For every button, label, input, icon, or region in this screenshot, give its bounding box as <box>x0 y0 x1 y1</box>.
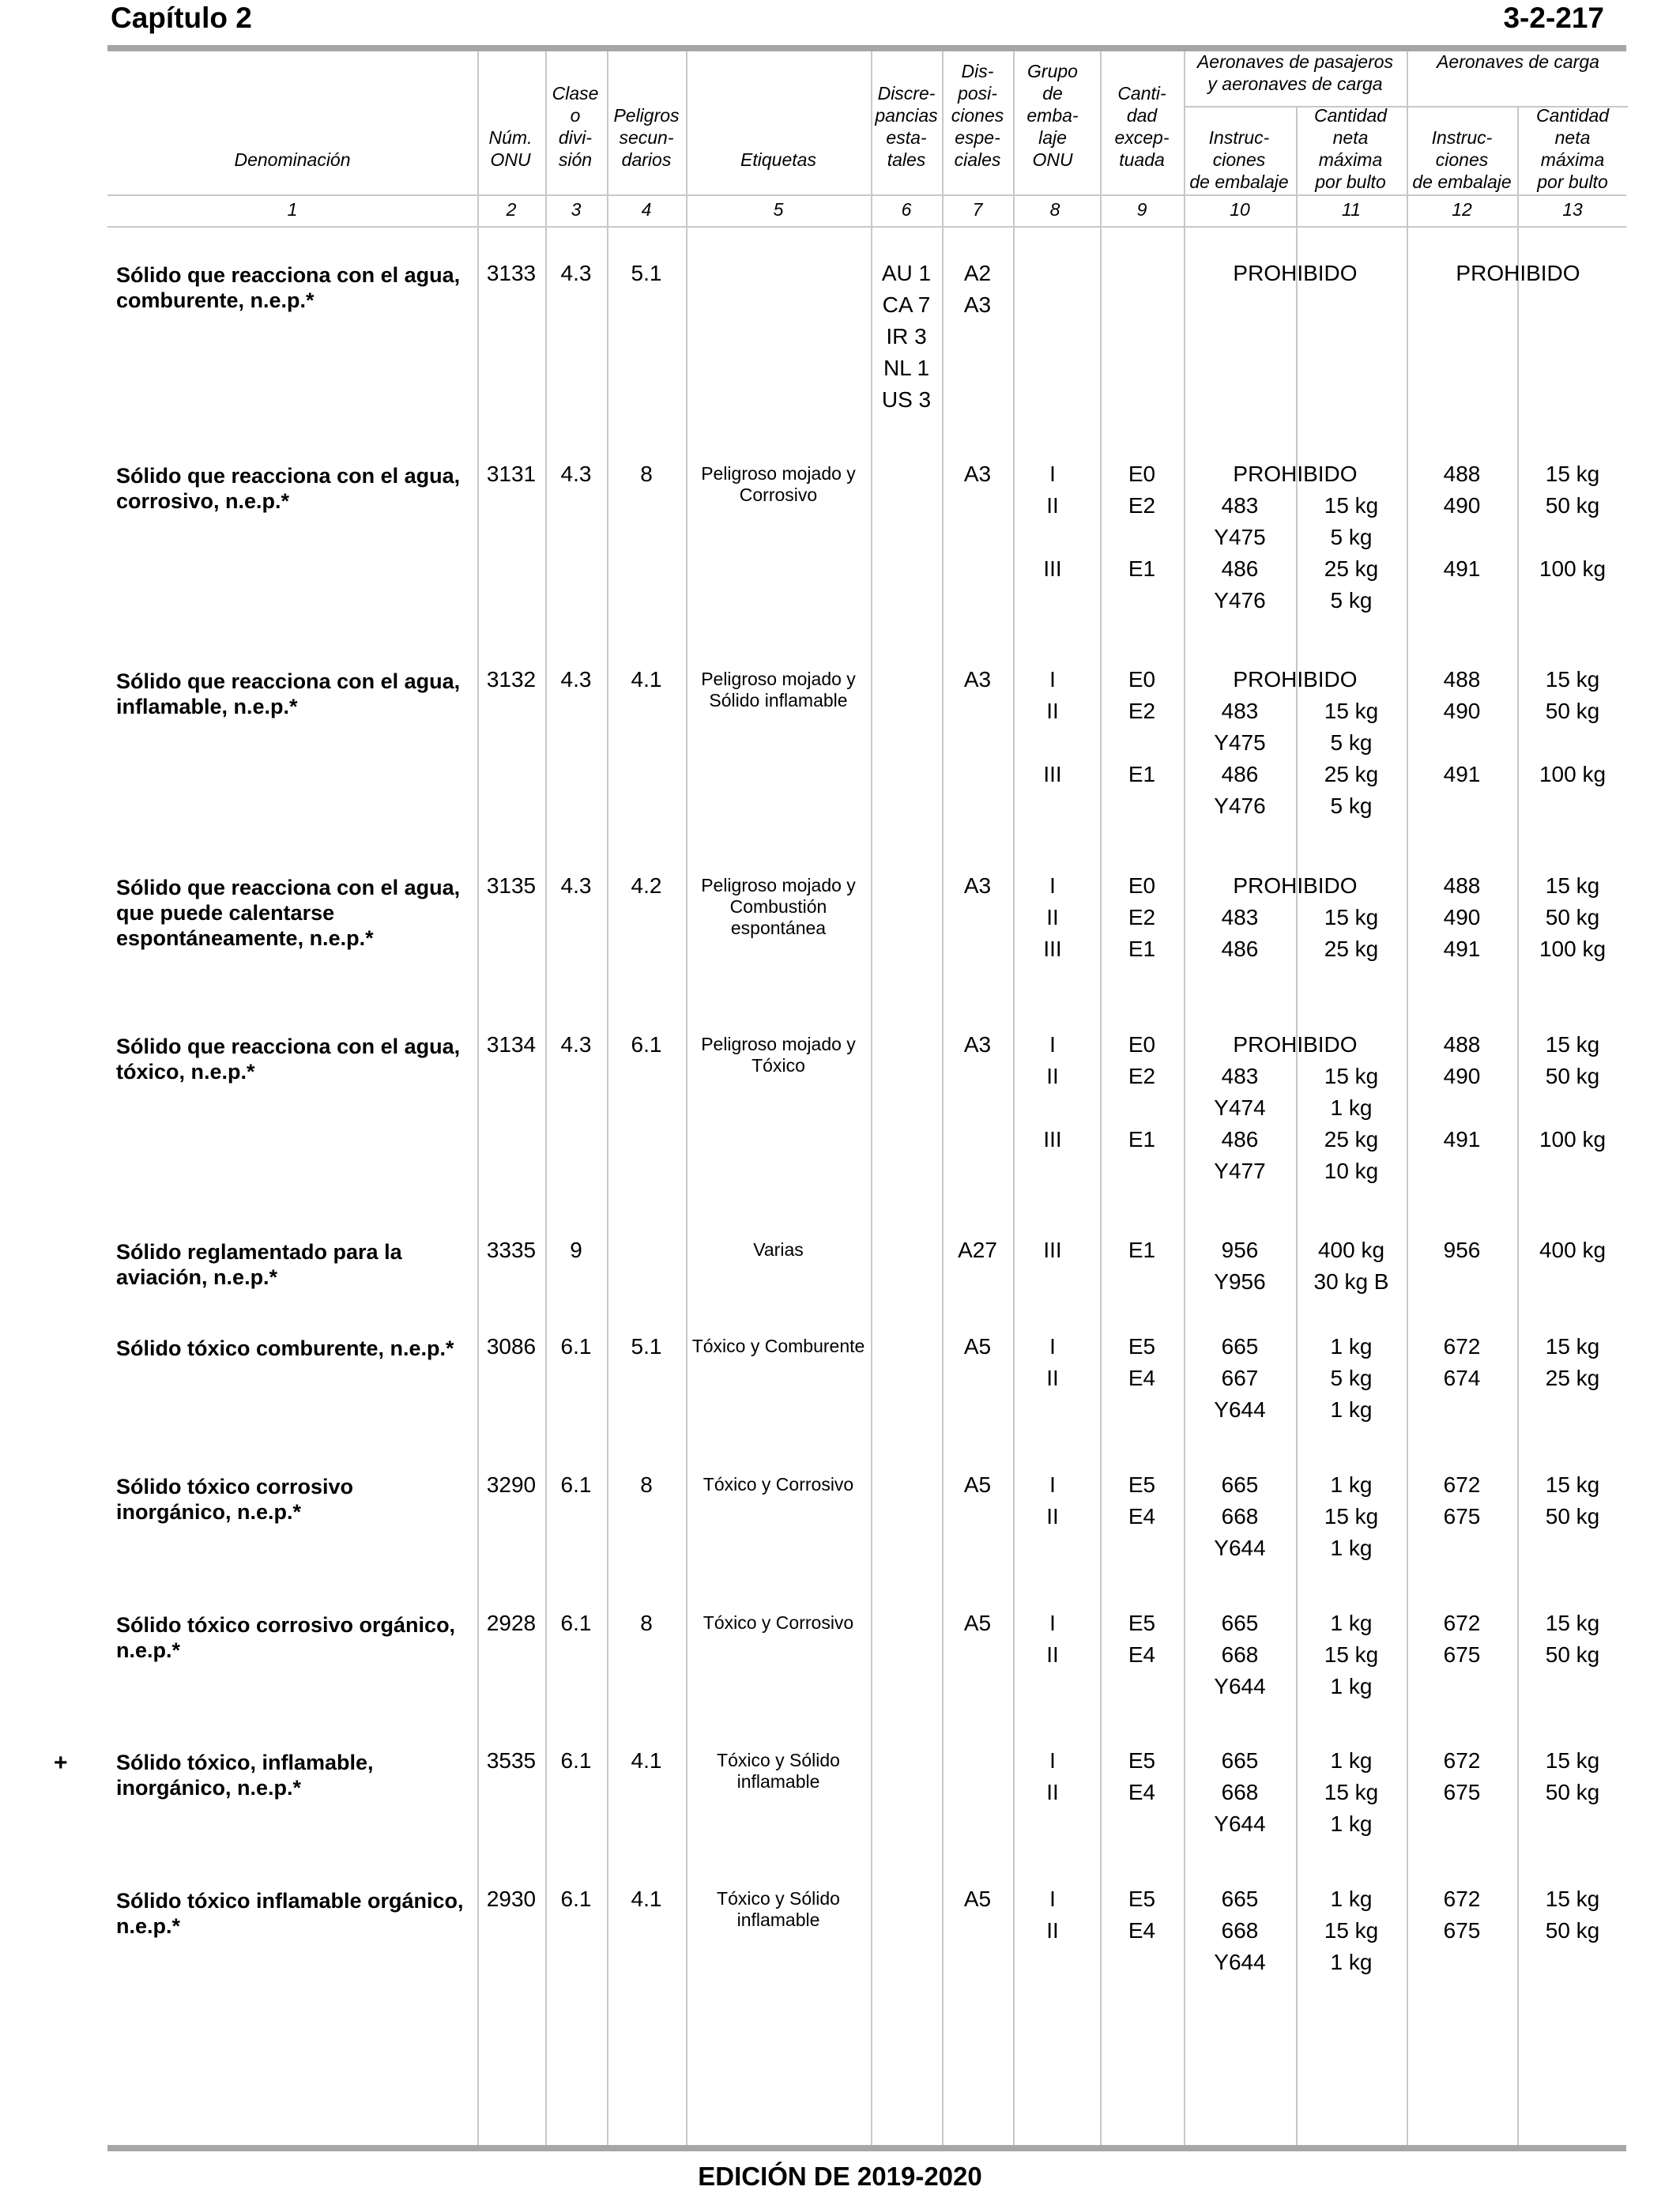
un-number: 3135 <box>486 873 537 898</box>
pax-packing-instruction: 665 668 Y644 <box>1214 1887 1266 1974</box>
column-number: 5 <box>773 199 784 220</box>
subsidiary-hazard: 8 <box>640 1611 653 1635</box>
numbers-rule <box>107 226 1626 228</box>
cargo-packing-instruction: 488 490 491 <box>1443 462 1481 581</box>
class-division: 4.3 <box>560 462 592 486</box>
un-number: 3131 <box>486 462 537 486</box>
column-number: 11 <box>1342 199 1361 220</box>
packing-group: I II <box>1046 1887 1059 1943</box>
cargo-packing-instruction: 488 490 491 <box>1443 667 1481 786</box>
excepted-quantity: E0 E2 E1 <box>1128 667 1156 786</box>
excepted-quantity: E5 E4 <box>1128 1887 1156 1943</box>
cargo-max-quantity: 15 kg 25 kg <box>1545 1334 1600 1390</box>
hazard-label: Peligroso mojado y Sólido inflamable <box>701 669 856 711</box>
cargo-max-quantity: 15 kg 50 kg <box>1545 1472 1600 1529</box>
pax-max-quantity: 15 kg 5 kg 25 kg 5 kg <box>1324 493 1379 613</box>
un-number: 3335 <box>486 1238 537 1262</box>
column-number: 4 <box>641 199 652 220</box>
cargo-max-quantity: 400 kg <box>1539 1238 1607 1262</box>
substance-name: Sólido que reacciona con el agua, corrosivo, n.e.p.* <box>116 464 461 513</box>
pax-forbidden: PROHIBIDO <box>1233 462 1358 486</box>
cargo-max-quantity: 15 kg 50 kg 100 kg <box>1539 873 1607 961</box>
column-divider <box>607 51 608 2145</box>
substance-name: Sólido tóxico, inflamable, inorgánico, n.e.p.* <box>116 1751 374 1800</box>
excepted-quantity: E0 E2 E1 <box>1128 873 1156 961</box>
column-number: 6 <box>901 199 912 220</box>
pax-forbidden: PROHIBIDO <box>1233 261 1358 285</box>
column-divider <box>686 51 687 2145</box>
column-number: 3 <box>571 199 582 220</box>
hazard-label: Tóxico y Sólido inflamable <box>717 1750 840 1792</box>
col-header-disposiciones: Dis- posi- ciones espe- ciales <box>951 61 1004 170</box>
cargo-forbidden: PROHIBIDO <box>1456 261 1580 285</box>
packing-group: I II III <box>1043 462 1062 581</box>
page-number: 3-2-217 <box>1503 2 1604 34</box>
cargo-packing-instruction: 672 675 <box>1443 1472 1481 1529</box>
pax-packing-instruction: 483 Y475 486 Y476 <box>1214 699 1266 818</box>
special-provisions: A2 A3 <box>963 261 992 317</box>
substance-name: Sólido que reacciona con el agua, tóxico, n.e.p.* <box>116 1035 461 1084</box>
un-number: 2928 <box>486 1611 537 1635</box>
hazard-label: Varias <box>753 1239 804 1260</box>
column-divider <box>942 51 944 2145</box>
un-number: 3290 <box>486 1472 537 1497</box>
special-provisions: A3 <box>963 667 992 692</box>
column-number: 2 <box>506 199 517 220</box>
pax-packing-instruction: 483 486 <box>1221 905 1259 961</box>
class-division: 6.1 <box>560 1472 592 1497</box>
excepted-quantity: E0 E2 E1 <box>1128 462 1156 581</box>
substance-name: Sólido tóxico inflamable orgánico, n.e.p.* <box>116 1889 464 1938</box>
cargo-max-quantity: 15 kg 50 kg <box>1545 1611 1600 1667</box>
group-header-carga: Aeronaves de carga <box>1437 51 1599 72</box>
hazard-label: Tóxico y Corrosivo <box>703 1612 854 1633</box>
un-number: 3535 <box>486 1748 537 1773</box>
col-header-denominacion: Denominación <box>234 149 351 170</box>
col-header-num-onu: Núm. ONU <box>488 127 533 170</box>
cargo-max-quantity: 15 kg 50 kg <box>1545 1887 1600 1943</box>
cargo-packing-instruction: 672 674 <box>1443 1334 1481 1390</box>
substance-name: Sólido que reacciona con el agua, inflamable, n.e.p.* <box>116 669 461 718</box>
subsidiary-hazard: 6.1 <box>631 1032 662 1057</box>
excepted-quantity: E0 E2 E1 <box>1128 1032 1156 1152</box>
packing-group: I II <box>1046 1334 1059 1390</box>
hazard-label: Peligroso mojado y Combustión espontánea <box>701 875 856 938</box>
col-header-cantidad-cargo: Cantidad neta máxima por bulto <box>1535 105 1610 192</box>
pax-forbidden: PROHIBIDO <box>1233 1032 1358 1057</box>
pax-max-quantity: 15 kg 1 kg 25 kg 10 kg <box>1324 1064 1379 1183</box>
column-number: 13 <box>1562 199 1583 220</box>
pax-packing-instruction: 665 667 Y644 <box>1214 1334 1266 1422</box>
packing-group: I II III <box>1043 1032 1062 1152</box>
special-provisions: A5 <box>963 1334 992 1359</box>
special-provisions: A3 <box>963 1032 992 1057</box>
group-header-pasajeros: Aeronaves de pasajeros y aeronaves de carga <box>1196 51 1394 94</box>
cargo-packing-instruction: 488 490 491 <box>1443 1032 1481 1152</box>
pax-max-quantity: 15 kg 25 kg <box>1324 905 1379 961</box>
class-division: 4.3 <box>560 667 592 692</box>
cargo-max-quantity: 15 kg 50 kg 100 kg <box>1539 462 1607 581</box>
column-number: 7 <box>972 199 983 220</box>
substance-name: Sólido reglamentado para la aviación, n.e.p.* <box>116 1240 402 1289</box>
col-header-clase: Clase o divi- sión <box>552 83 599 170</box>
excepted-quantity: E5 E4 <box>1128 1334 1156 1390</box>
un-number: 2930 <box>486 1887 537 1911</box>
class-division: 6.1 <box>560 1611 592 1635</box>
pax-packing-instruction: 483 Y475 486 Y476 <box>1214 493 1266 613</box>
cargo-packing-instruction: 672 675 <box>1443 1887 1481 1943</box>
packing-group: I II <box>1046 1748 1059 1804</box>
packing-group: III <box>1043 1238 1062 1262</box>
pax-max-quantity: 1 kg 15 kg 1 kg <box>1324 1472 1379 1560</box>
subsidiary-hazard: 4.2 <box>631 873 662 898</box>
cargo-packing-instruction: 672 675 <box>1443 1748 1481 1804</box>
state-variations: AU 1 CA 7 IR 3 NL 1 US 3 <box>881 261 932 412</box>
class-division: 6.1 <box>560 1887 592 1911</box>
column-divider <box>477 51 479 2145</box>
special-provisions: A5 <box>963 1472 992 1497</box>
pax-max-quantity: 15 kg 5 kg 25 kg 5 kg <box>1324 699 1379 818</box>
cargo-packing-instruction: 956 <box>1443 1238 1481 1262</box>
class-division: 6.1 <box>560 1334 592 1359</box>
packing-group: I II III <box>1043 873 1062 961</box>
un-number: 3133 <box>486 261 537 285</box>
un-number: 3132 <box>486 667 537 692</box>
revision-mark: + <box>54 1750 68 1776</box>
col-header-cantidad-exceptuada: Canti- dad excep- tuada <box>1114 83 1170 170</box>
pax-packing-instruction: 665 668 Y644 <box>1214 1611 1266 1698</box>
pax-max-quantity: 1 kg 15 kg 1 kg <box>1324 1887 1379 1974</box>
column-number: 9 <box>1136 199 1147 220</box>
col-header-peligros: Peligros secun- darios <box>613 105 680 170</box>
col-header-etiquetas: Etiquetas <box>740 149 816 170</box>
subsidiary-hazard: 8 <box>640 462 653 486</box>
un-number: 3134 <box>486 1032 537 1057</box>
cargo-max-quantity: 15 kg 50 kg 100 kg <box>1539 667 1607 786</box>
pax-max-quantity: 1 kg 15 kg 1 kg <box>1324 1748 1379 1836</box>
hazard-label: Tóxico y Comburente <box>691 1336 865 1356</box>
excepted-quantity: E5 E4 <box>1128 1611 1156 1667</box>
column-number: 12 <box>1452 199 1472 220</box>
chapter-title: Capítulo 2 <box>111 2 252 34</box>
hazard-label: Tóxico y Corrosivo <box>703 1474 854 1495</box>
pax-max-quantity: 1 kg 5 kg 1 kg <box>1330 1334 1373 1422</box>
pax-packing-instruction: 665 668 Y644 <box>1214 1472 1266 1560</box>
substance-name: Sólido tóxico corrosivo inorgánico, n.e.p.* <box>116 1475 354 1524</box>
column-number: 10 <box>1230 199 1250 220</box>
subsidiary-hazard: 4.1 <box>631 1748 662 1773</box>
hazard-label: Peligroso mojado y Tóxico <box>701 1034 856 1076</box>
cargo-max-quantity: 15 kg 50 kg 100 kg <box>1539 1032 1607 1152</box>
class-division: 6.1 <box>560 1748 592 1773</box>
class-division: 4.3 <box>560 873 592 898</box>
substance-name: Sólido tóxico corrosivo orgánico, n.e.p.* <box>116 1613 456 1662</box>
edition-footer: EDICIÓN DE 2019-2020 <box>698 2162 982 2191</box>
subsidiary-hazard: 5.1 <box>631 261 662 285</box>
pax-max-quantity: 400 kg 30 kg B <box>1313 1238 1389 1294</box>
subsidiary-hazard: 8 <box>640 1472 653 1497</box>
packing-group: I II III <box>1043 667 1062 786</box>
col-header-grupo-embalaje: Grupo de emba- laje ONU <box>1026 61 1079 170</box>
subsidiary-hazard: 4.1 <box>631 667 662 692</box>
hazard-label: Tóxico y Sólido inflamable <box>717 1888 840 1930</box>
pax-forbidden: PROHIBIDO <box>1233 873 1358 898</box>
col-header-instrucciones-pax: Instruc- ciones de embalaje <box>1189 127 1289 192</box>
packing-group: I II <box>1046 1611 1059 1667</box>
bottom-rule <box>107 2145 1626 2151</box>
class-division: 4.3 <box>560 1032 592 1057</box>
header-rule <box>107 194 1626 196</box>
col-header-instrucciones-cargo: Instruc- ciones de embalaje <box>1412 127 1512 192</box>
subsidiary-hazard: 5.1 <box>631 1334 662 1359</box>
pax-packing-instruction: 665 668 Y644 <box>1214 1748 1266 1836</box>
col-header-cantidad-pax: Cantidad neta máxima por bulto <box>1313 105 1388 192</box>
subsidiary-hazard: 4.1 <box>631 1887 662 1911</box>
special-provisions: A5 <box>963 1887 992 1911</box>
column-divider <box>545 51 547 2145</box>
column-number: 1 <box>287 199 298 220</box>
substance-name: Sólido tóxico comburente, n.e.p.* <box>116 1336 454 1360</box>
pax-packing-instruction: 956 Y956 <box>1214 1238 1266 1294</box>
col-header-discrepancias: Discre- pancias esta- tales <box>875 83 938 170</box>
cargo-max-quantity: 15 kg 50 kg <box>1545 1748 1600 1804</box>
class-division: 9 <box>570 1238 582 1262</box>
pax-packing-instruction: 483 Y474 486 Y477 <box>1214 1064 1266 1183</box>
class-division: 4.3 <box>560 261 592 285</box>
pax-forbidden: PROHIBIDO <box>1233 667 1358 692</box>
special-provisions: A3 <box>963 462 992 486</box>
cargo-packing-instruction: 672 675 <box>1443 1611 1481 1667</box>
pax-max-quantity: 1 kg 15 kg 1 kg <box>1324 1611 1379 1698</box>
column-number: 8 <box>1049 199 1060 220</box>
special-provisions: A5 <box>963 1611 992 1635</box>
excepted-quantity: E5 E4 <box>1128 1472 1156 1529</box>
excepted-quantity: E5 E4 <box>1128 1748 1156 1804</box>
hazard-label: Peligroso mojado y Corrosivo <box>701 463 856 505</box>
substance-name: Sólido que reacciona con el agua, comburente, n.e.p.* <box>116 263 461 312</box>
special-provisions: A3 <box>963 873 992 898</box>
cargo-packing-instruction: 488 490 491 <box>1443 873 1481 961</box>
substance-name: Sólido que reacciona con el agua, que puede calentarse espontáneamente, n.e.p.* <box>116 876 461 950</box>
excepted-quantity: E1 <box>1128 1238 1156 1262</box>
packing-group: I II <box>1046 1472 1059 1529</box>
special-provisions: A27 <box>958 1238 997 1262</box>
un-number: 3086 <box>486 1334 537 1359</box>
